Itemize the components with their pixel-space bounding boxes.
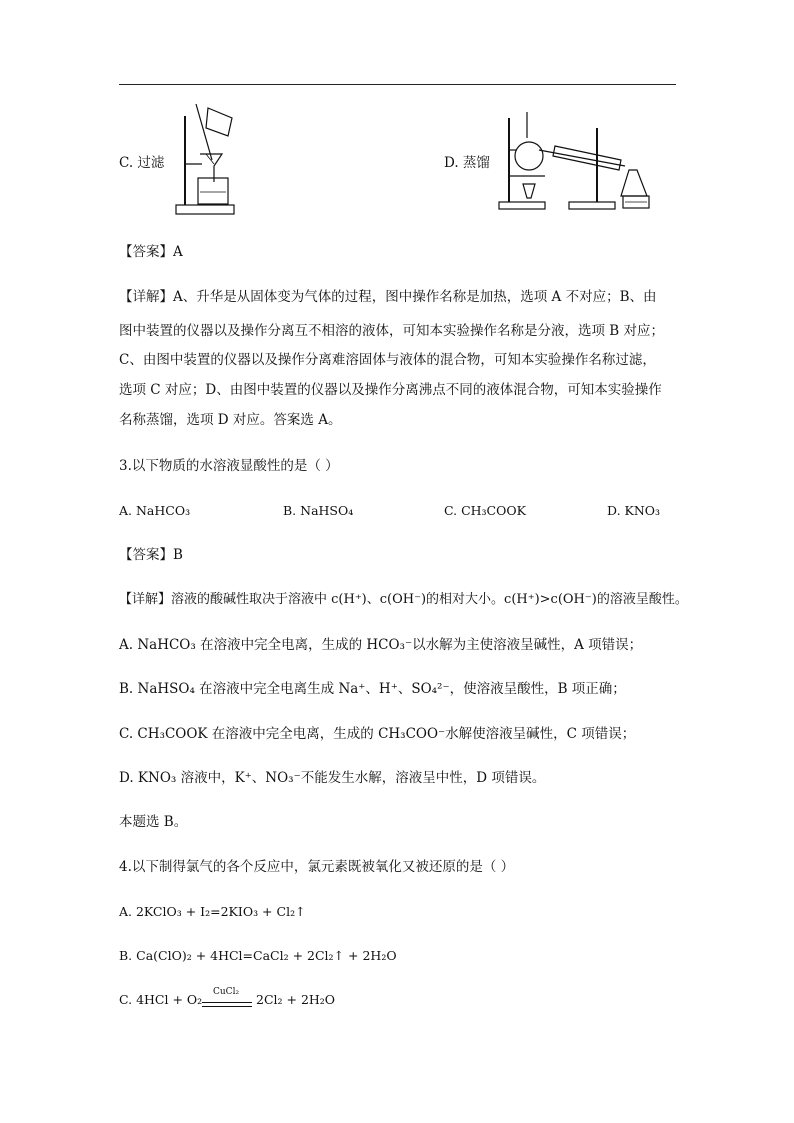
figure-c-label: C. 过滤 <box>119 155 165 171</box>
equals-bar-top <box>202 1002 252 1003</box>
q3-option-c: C. CH₃COOK <box>444 503 526 518</box>
q2-detail-line: C、由图中装置的仪器以及操作分离难溶固体与液体的混合物，可知本实验操作名称过滤， <box>119 352 656 368</box>
distillation-apparatus-figure <box>497 110 655 212</box>
figure-d-label: D. 蒸馏 <box>444 155 490 171</box>
q4-option-c-left: C. 4HCl + O₂ <box>119 992 203 1007</box>
q4-option-c-right: 2Cl₂ + 2H₂O <box>256 992 336 1007</box>
filtration-apparatus-figure <box>172 102 244 218</box>
q4-option-b: B. Ca(ClO)₂ + 4HCl=CaCl₂ + 2Cl₂↑ + 2H₂O <box>119 948 397 963</box>
q3-option-b: B. NaHSO₄ <box>283 503 354 518</box>
q2-detail-line: 图中装置的仪器以及操作分离互不相溶的液体，可知本实验操作名称是分液，选项 B 对应； <box>119 323 665 339</box>
q2-detail-line: 【详解】A、升华是从固体变为气体的过程，图中操作名称是加热，选项 A 不对应；B、由 <box>119 289 657 305</box>
q4-option-c-condition: CuCl₂ <box>213 987 240 997</box>
q3-explain-c: C. CH₃COOK 在溶液中完全电离，生成的 CH₃COO⁻水解使溶液呈碱性，C 项错误； <box>119 726 636 742</box>
q2-detail-line: 名称蒸馏，选项 D 对应。答案选 A。 <box>119 412 342 428</box>
q3-explain-a: A. NaHCO₃ 在溶液中完全电离，生成的 HCO₃⁻以水解为主使溶液呈碱性，A 项错误； <box>119 637 643 653</box>
q4-stem: 4.以下制得氯气的各个反应中，氯元素既被氧化又被还原的是（ ） <box>119 859 515 875</box>
q3-explain-d: D. KNO₃ 溶液中，K⁺、NO₃⁻不能发生水解，溶液呈中性，D 项错误。 <box>119 770 546 786</box>
q2-detail-line: 选项 C 对应；D、由图中装置的仪器以及操作分离沸点不同的液体混合物，可知本实验操作 <box>119 382 662 398</box>
q3-detail: 【详解】溶液的酸碱性取决于溶液中 c(H⁺)、c(OH⁻)的相对大小。c(H⁺)>c(OH⁻)的溶液呈酸性。 <box>119 592 688 607</box>
q3-conclusion: 本题选 B。 <box>119 814 188 830</box>
q4-option-a: A. 2KClO₃ + I₂=2KIO₃ + Cl₂↑ <box>119 904 306 919</box>
header-rule <box>119 84 676 85</box>
equals-bar-bottom <box>202 1006 252 1007</box>
q3-answer: 【答案】B <box>119 547 183 563</box>
q3-stem: 3.以下物质的水溶液显酸性的是（ ） <box>119 458 339 474</box>
q2-answer: 【答案】A <box>119 244 183 260</box>
q3-explain-b: B. NaHSO₄ 在溶液中完全电离生成 Na⁺、H⁺、SO₄²⁻，使溶液呈酸性，B 项正确； <box>119 681 626 697</box>
q3-option-a: A. NaHCO₃ <box>119 503 191 518</box>
q3-option-d: D. KNO₃ <box>607 503 661 518</box>
